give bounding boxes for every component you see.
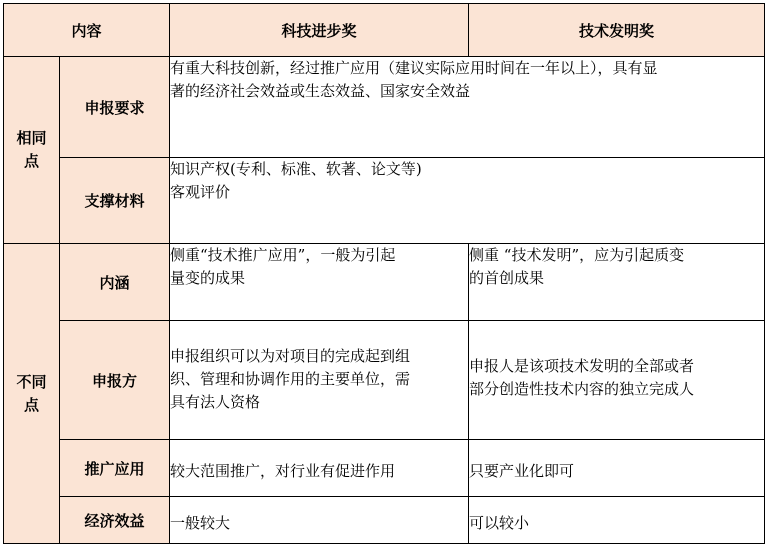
header-tech-invention-award: 技术发明奖 bbox=[469, 4, 765, 57]
cell-promotion-sci: 较大范围推广，对行业有促进作用 bbox=[170, 440, 469, 497]
row-label-support-material: 支撑材料 bbox=[60, 158, 170, 244]
header-content: 内容 bbox=[4, 4, 170, 57]
row-label-promotion: 推广应用 bbox=[60, 440, 170, 497]
header-row bbox=[4, 4, 765, 57]
cell-connotation-sci: 侧重“技术推广应用”，一般为引起 量变的成果 bbox=[170, 244, 469, 321]
cell-applicant-sci: 申报组织可以为对项目的完成起到组 织、管理和协调作用的主要单位，需 具有法人资格 bbox=[170, 321, 469, 440]
cell-benefit-sci: 一般较大 bbox=[170, 497, 469, 544]
cell-apply-requirement: 有重大科技创新，经过推广应用（建议实际应用时间在一年以上），具有显 著的经济社会效益或生态效益、国家安全效益 bbox=[170, 57, 765, 158]
table-row bbox=[4, 321, 765, 440]
table-row bbox=[4, 440, 765, 497]
table-row bbox=[4, 57, 765, 158]
group-same-points: 相同 点 bbox=[4, 57, 60, 244]
comparison-table bbox=[3, 3, 765, 544]
cell-applicant-tech: 申报人是该项技术发明的全部或者 部分创造性技术内容的独立完成人 bbox=[469, 321, 765, 440]
cell-connotation-tech: 侧重 “技术发明”，应为引起质变 的首创成果 bbox=[469, 244, 765, 321]
row-label-connotation: 内涵 bbox=[60, 244, 170, 321]
group-diff-points: 不同 点 bbox=[4, 244, 60, 544]
cell-benefit-tech: 可以较小 bbox=[469, 497, 765, 544]
cell-support-material: 知识产权(专利、标准、软著、论文等) 客观评价 bbox=[170, 158, 765, 244]
table-row bbox=[4, 497, 765, 544]
row-label-applicant: 申报方 bbox=[60, 321, 170, 440]
header-sci-progress-award: 科技进步奖 bbox=[170, 4, 469, 57]
cell-promotion-tech: 只要产业化即可 bbox=[469, 440, 765, 497]
row-label-economic-benefit: 经济效益 bbox=[60, 497, 170, 544]
table-row bbox=[4, 158, 765, 244]
row-label-apply-requirement: 申报要求 bbox=[60, 57, 170, 158]
table-row bbox=[4, 244, 765, 321]
